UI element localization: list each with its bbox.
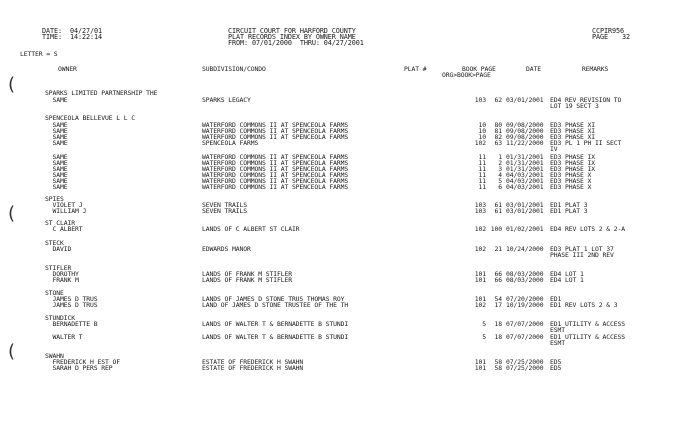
owner-cell: ST CLAIR	[45, 219, 75, 227]
report-id: CCPIR956	[592, 27, 624, 35]
remarks-cell: ESMT	[550, 339, 565, 347]
col-remarks-header: REMARKS	[582, 65, 609, 73]
subdivision-cell: WATERFORD COMMONS II AT SPENCEOLA FARMS	[202, 121, 349, 129]
date-cell: 04/03/2001	[506, 171, 544, 179]
page-cell: 4	[498, 171, 502, 179]
remarks-cell: ED4 REV LOTS 2 & 2-A	[550, 225, 625, 233]
date-cell: 07/07/2000	[506, 333, 544, 341]
page-cell: 54	[494, 295, 502, 303]
remarks-cell: LOT 19 SECT 3	[550, 102, 599, 110]
book-cell: 10	[478, 121, 486, 129]
date-cell: 01/31/2001	[506, 165, 544, 173]
page-cell: 100	[490, 225, 502, 233]
book-cell: 5	[482, 320, 486, 328]
book-cell: 103	[474, 96, 486, 104]
date-cell: 03/01/2001	[506, 207, 544, 215]
date-cell: 03/01/2001	[506, 201, 544, 209]
page-label: PAGE	[592, 33, 608, 41]
owner-cell: SAME	[45, 177, 68, 185]
book-cell: 103	[474, 201, 486, 209]
subdivision-cell: LANDS OF WALTER T & BERNADETTE B STUNDI	[202, 320, 349, 328]
book-cell: 103	[474, 207, 486, 215]
remarks-cell: ED1 PLAT 3	[550, 207, 588, 215]
remarks-cell: ED5	[550, 364, 562, 372]
date-cell: 03/01/2001	[506, 96, 544, 104]
date-range: FROM: 07/01/2000 THRU: 04/27/2001	[228, 39, 364, 47]
book-cell: 101	[474, 276, 486, 284]
remarks-cell: ED3 PHASE IX	[550, 159, 595, 167]
remarks-cell: ED3 PHASE IX	[550, 153, 595, 161]
owner-cell: DOROTHY	[45, 270, 79, 278]
owner-cell: WALTER T	[45, 333, 83, 341]
remarks-cell: ED4 REV REVISION TO	[550, 96, 622, 104]
book-cell: 102	[474, 245, 486, 253]
subdivision-cell: LANDS OF FRANK M STIFLER	[202, 270, 292, 278]
owner-cell: SAME	[45, 171, 68, 179]
book-cell: 11	[478, 153, 486, 161]
subdivision-cell: SEVEN TRAILS	[202, 201, 247, 209]
owner-cell: STONE	[45, 289, 64, 297]
remarks-cell: ED4 LOT 1	[550, 276, 584, 284]
time-label: TIME:	[42, 33, 62, 41]
date-cell: 04/03/2001	[506, 183, 544, 191]
subdivision-cell: WATERFORD COMMONS II AT SPENCEOLA FARMS	[202, 165, 349, 173]
date-cell: 08/03/2000	[506, 270, 544, 278]
book-cell: 102	[474, 139, 486, 147]
subdivision-cell: LANDS OF FRANK M STIFLER	[202, 276, 292, 284]
col-owner-header: OWNER	[58, 65, 77, 73]
remarks-cell: ED1 REV LOTS 2 & 3	[550, 301, 618, 309]
remarks-cell: ED3 PHASE XI	[550, 121, 595, 129]
owner-cell: SAME	[45, 159, 68, 167]
owner-cell: SWAHN	[45, 352, 64, 360]
page-cell: 63	[494, 139, 502, 147]
margin-paren-3: (	[8, 341, 16, 362]
remarks-cell: ED1 PLAT 3	[550, 201, 588, 209]
subdivision-cell: SEVEN TRAILS	[202, 207, 247, 215]
book-cell: 101	[474, 358, 486, 366]
margin-paren-1: (	[8, 74, 16, 95]
remarks-cell: ED3 PHASE X	[550, 171, 592, 179]
date-cell: 09/08/2000	[506, 127, 544, 135]
subdivision-cell: WATERFORD COMMONS II AT SPENCEOLA FARMS	[202, 159, 349, 167]
book-cell: 11	[478, 171, 486, 179]
page-cell: 82	[494, 133, 502, 141]
page-cell: 3	[498, 165, 502, 173]
owner-cell: SAME	[45, 121, 68, 129]
remarks-cell: ED3 PHASE XI	[550, 133, 595, 141]
subdivision-cell: LANDS OF WALTER T & BERNADETTE B STUNDI	[202, 333, 349, 341]
subdivision-cell: WATERFORD COMMONS II AT SPENCEOLA FARMS	[202, 177, 349, 185]
remarks-cell: ED3 PHASE XI	[550, 127, 595, 135]
subdivision-cell: EDWARDS MANOR	[202, 245, 251, 253]
page-cell: 62	[494, 96, 502, 104]
owner-cell: SAME	[45, 96, 68, 104]
book-cell: 11	[478, 177, 486, 185]
subdivision-cell: LAND OF JAMES D STONE TRUSTEE OF THE TH	[202, 301, 349, 309]
owner-cell: SPIES	[45, 195, 64, 203]
col-plat-header: PLAT #	[404, 65, 427, 73]
page-cell: 58	[494, 358, 502, 366]
subdivision-cell: SPARKS LEGACY	[202, 96, 251, 104]
book-cell: 102	[474, 301, 486, 309]
book-cell: 101	[474, 364, 486, 372]
subdivision-cell: WATERFORD COMMONS II AT SPENCEOLA FARMS	[202, 127, 349, 135]
date-cell: 07/25/2000	[506, 358, 544, 366]
remarks-cell: ED1 UTILITY & ACCESS	[550, 320, 625, 328]
book-cell: 5	[482, 333, 486, 341]
owner-cell: FRANK M	[45, 276, 79, 284]
col-bookpage-header: BOOK PAGE	[462, 65, 496, 73]
owner-cell: BERNADETTE B	[45, 320, 98, 328]
subdivision-cell: WATERFORD COMMONS II AT SPENCEOLA FARMS	[202, 171, 349, 179]
page-cell: 66	[494, 270, 502, 278]
col-subdivision-header: SUBDIVISION/CONDO	[202, 65, 266, 73]
date-cell: 04/03/2001	[506, 177, 544, 185]
date-cell: 10/19/2000	[506, 301, 544, 309]
remarks-cell: IV	[550, 145, 558, 153]
page-cell: 58	[494, 364, 502, 372]
book-cell: 102	[474, 225, 486, 233]
owner-cell: VIOLET J	[45, 201, 83, 209]
owner-cell: SPARKS LIMITED PARTNERSHIP THE	[45, 89, 158, 97]
owner-cell: SAME	[45, 165, 68, 173]
page-cell: 66	[494, 276, 502, 284]
date-cell: 07/25/2000	[506, 364, 544, 372]
remarks-cell: ED4 LOT 1	[550, 270, 584, 278]
date-cell: 01/02/2001	[506, 225, 544, 233]
page-cell: 2	[498, 159, 502, 167]
date-cell: 09/08/2000	[506, 133, 544, 141]
remarks-cell: ESMT	[550, 326, 565, 334]
margin-paren-2: (	[8, 203, 16, 224]
remarks-cell: ED3 PLAT 1 LOT 37	[550, 245, 614, 253]
remarks-cell: ED1	[550, 295, 562, 303]
col-org-header: ORG>BOOK>PAGE	[442, 71, 491, 79]
owner-cell: STUNDICK	[45, 314, 75, 322]
letter-line: LETTER = S	[20, 50, 58, 58]
book-cell: 11	[478, 159, 486, 167]
owner-cell: SAME	[45, 127, 68, 135]
owner-cell: SARAH D PERS REP	[45, 364, 113, 372]
remarks-cell: ED3 PL 1 PH II SECT	[550, 139, 622, 147]
date-cell: 10/24/2000	[506, 245, 544, 253]
remarks-cell: ED5	[550, 358, 562, 366]
book-cell: 101	[474, 270, 486, 278]
book-cell: 10	[478, 127, 486, 135]
owner-cell: SAME	[45, 183, 68, 191]
time-value: 14:22:14	[70, 33, 102, 41]
subdivision-cell: SPENCEOLA FARMS	[202, 139, 259, 147]
remarks-cell: ED3 PHASE IX	[550, 165, 595, 173]
date-cell: 09/08/2000	[506, 121, 544, 129]
page-number: 32	[622, 33, 630, 41]
remarks-cell: ED3 PHASE X	[550, 177, 592, 185]
subdivision-cell: WATERFORD COMMONS II AT SPENCEOLA FARMS	[202, 133, 349, 141]
page-cell: 6	[498, 183, 502, 191]
book-cell: 10	[478, 133, 486, 141]
date-cell: 01/31/2001	[506, 159, 544, 167]
subdivision-cell: ESTATE OF FREDERICK H SWAHN	[202, 358, 304, 366]
owner-cell: SPENCEOLA BELLEVUE L L C	[45, 114, 135, 122]
owner-cell: STECK	[45, 239, 64, 247]
remarks-cell: PHASE III 2ND REV	[550, 251, 614, 259]
date-cell: 11/22/2000	[506, 139, 544, 147]
owner-cell: DAVID	[45, 245, 72, 253]
page-cell: 17	[494, 301, 502, 309]
owner-cell: JAMES D TRUS	[45, 301, 98, 309]
date-cell: 08/03/2000	[506, 276, 544, 284]
subdivision-cell: WATERFORD COMMONS II AT SPENCEOLA FARMS	[202, 153, 349, 161]
owner-cell: JAMES D TRUS	[45, 295, 98, 303]
owner-cell: SAME	[45, 133, 68, 141]
page-cell: 1	[498, 153, 502, 161]
owner-cell: STIFLER	[45, 264, 72, 272]
subdivision-cell: LANDS OF C ALBERT ST CLAIR	[202, 225, 300, 233]
date-cell: 01/31/2001	[506, 153, 544, 161]
page-cell: 80	[494, 121, 502, 129]
page-cell: 21	[494, 245, 502, 253]
subdivision-cell: LANDS OF JAMES D STONE TRUS THOMAS ROY	[202, 295, 345, 303]
report-title: PLAT RECORDS INDEX BY OWNER NAME	[228, 33, 356, 41]
book-cell: 11	[478, 165, 486, 173]
date-label: DATE:	[42, 27, 62, 35]
page-cell: 5	[498, 177, 502, 185]
owner-cell: SAME	[45, 139, 68, 147]
owner-cell: SAME	[45, 153, 68, 161]
remarks-cell: ED3 PHASE X	[550, 183, 592, 191]
owner-cell: FREDERICK H EST OF	[45, 358, 120, 366]
page-cell: 81	[494, 127, 502, 135]
page-cell: 18	[494, 333, 502, 341]
subdivision-cell: WATERFORD COMMONS II AT SPENCEOLA FARMS	[202, 183, 349, 191]
book-cell: 11	[478, 183, 486, 191]
page-cell: 61	[494, 201, 502, 209]
page-cell: 61	[494, 207, 502, 215]
owner-cell: WILLIAM J	[45, 207, 87, 215]
col-date-header: DATE	[526, 65, 541, 73]
page-cell: 18	[494, 320, 502, 328]
date-cell: 07/07/2000	[506, 320, 544, 328]
book-cell: 101	[474, 295, 486, 303]
owner-cell: C ALBERT	[45, 225, 83, 233]
court-name: CIRCUIT COURT FOR HARFORD COUNTY	[228, 27, 356, 35]
date-value: 04/27/01	[70, 27, 102, 35]
subdivision-cell: ESTATE OF FREDERICK H SWAHN	[202, 364, 304, 372]
date-cell: 07/20/2000	[506, 295, 544, 303]
remarks-cell: ED1 UTILITY & ACCESS	[550, 333, 625, 341]
